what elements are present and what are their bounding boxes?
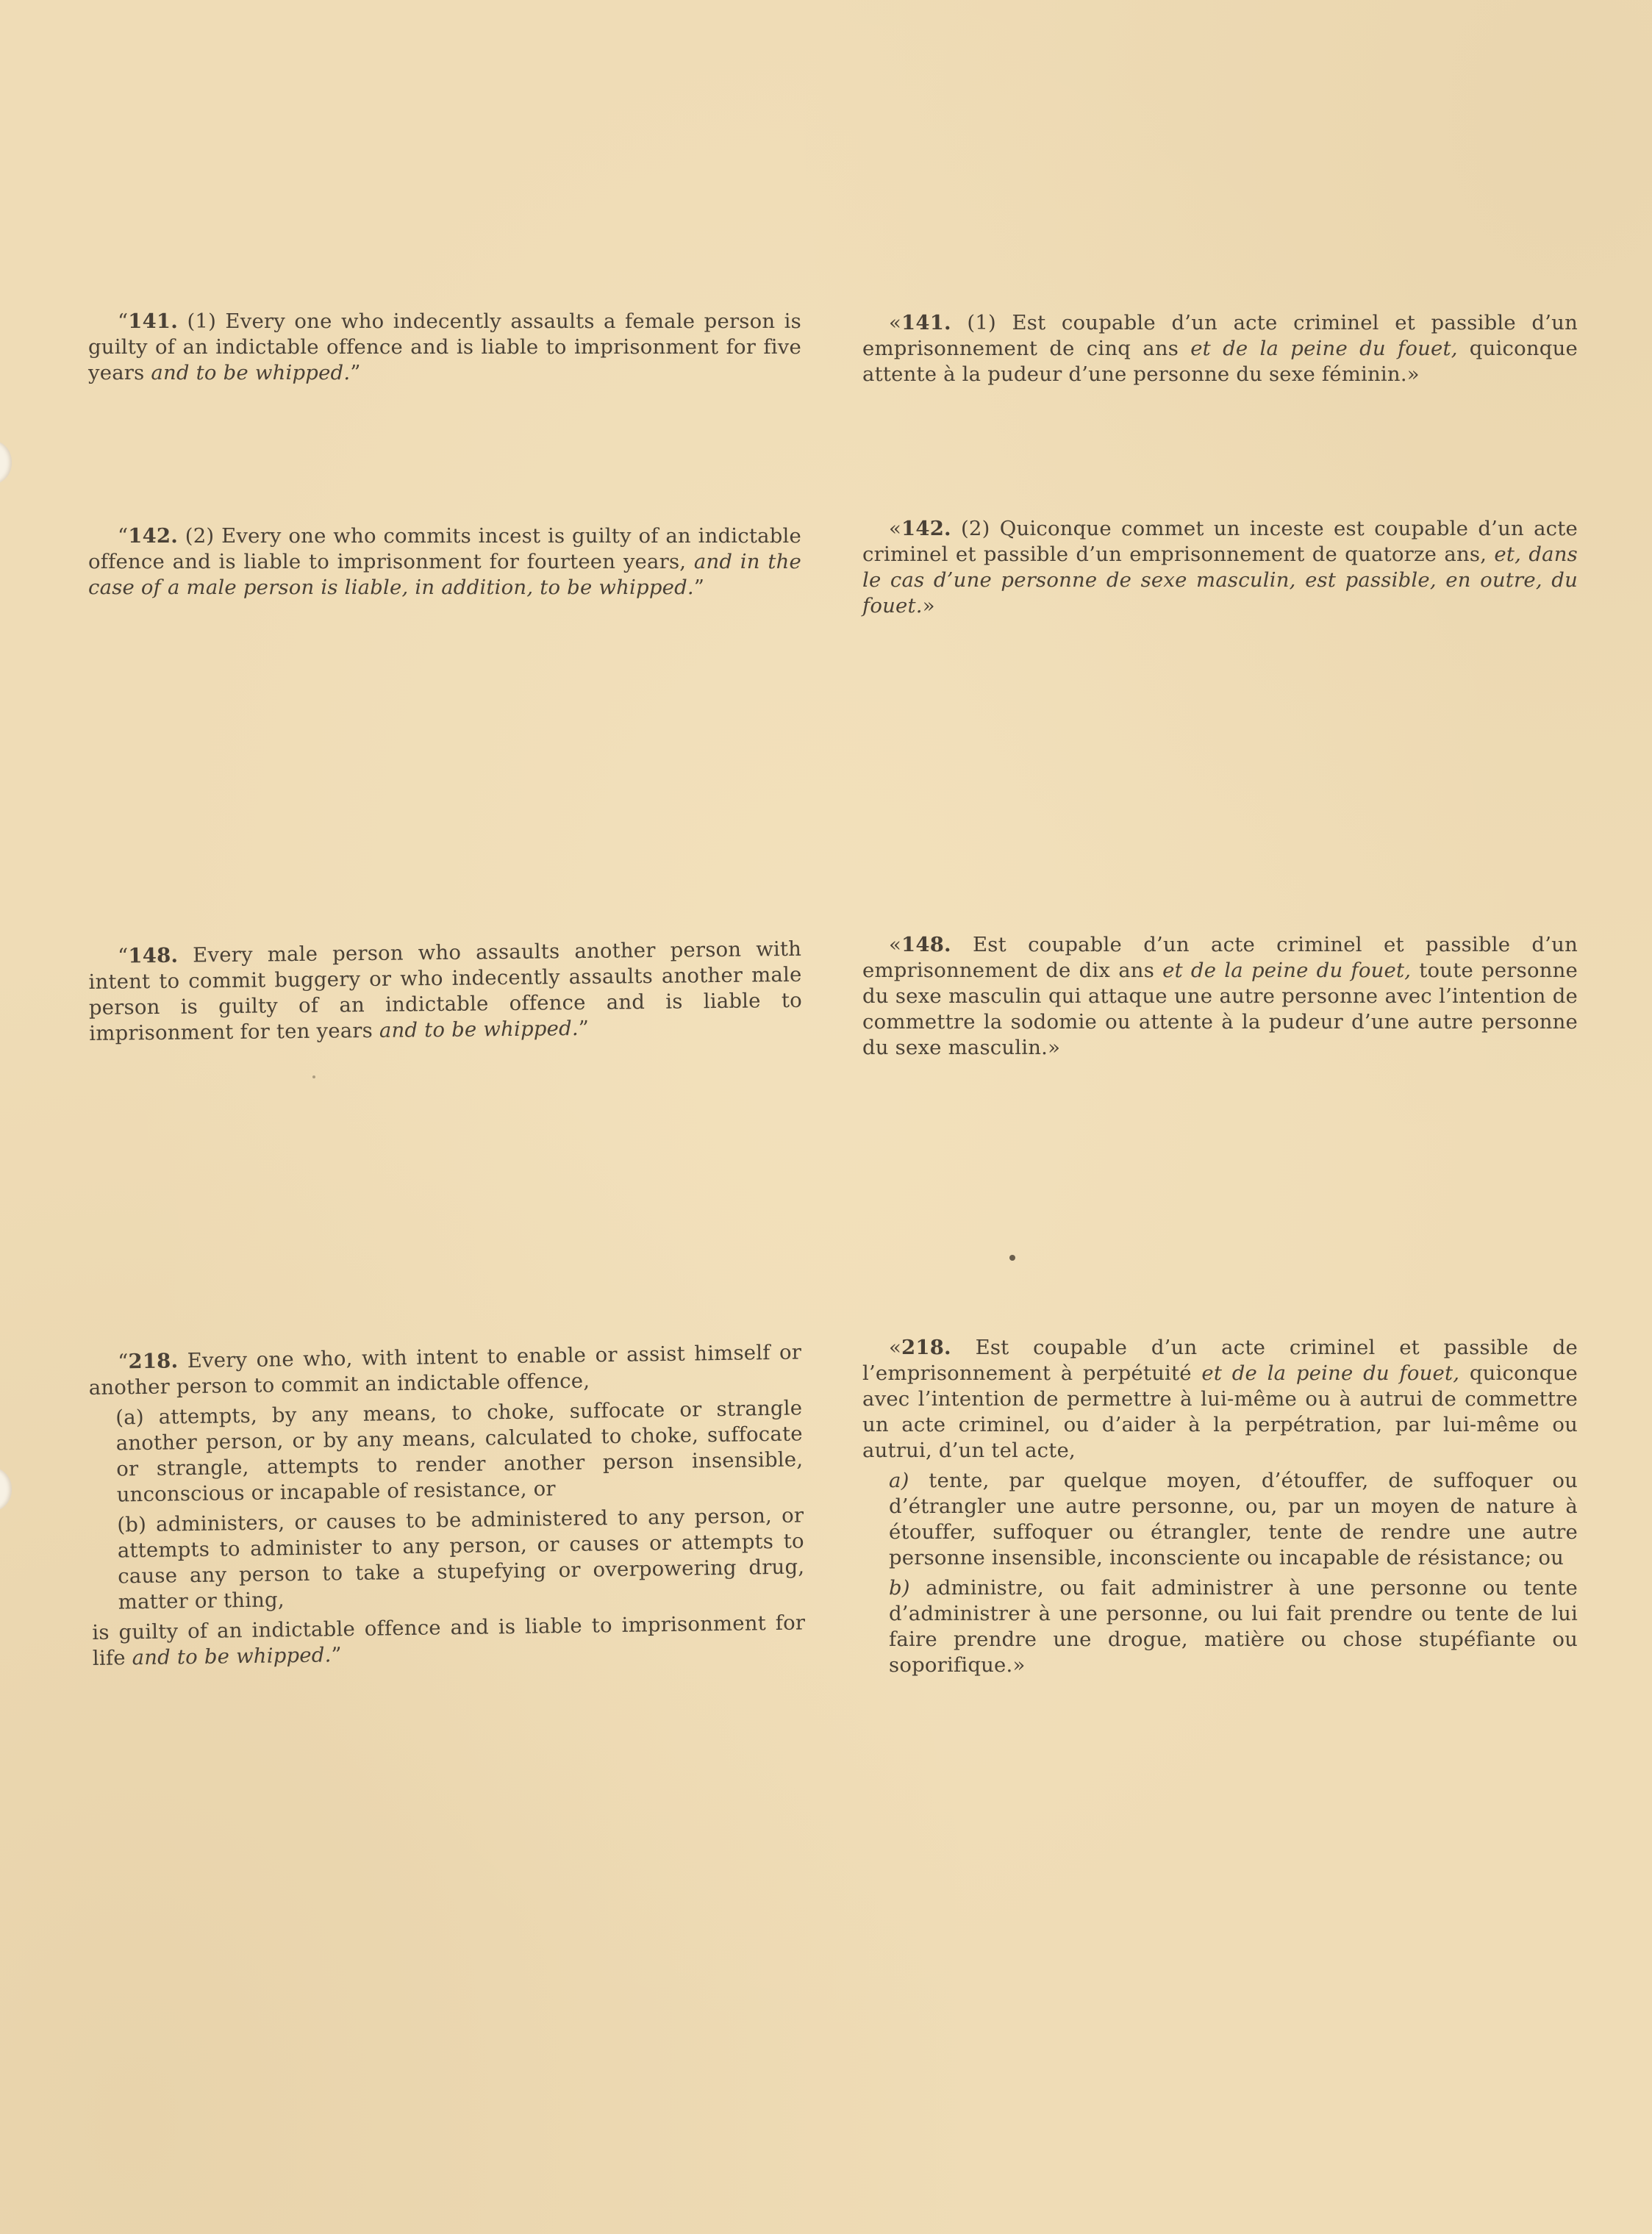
section-text: quiconque attente à la pudeur d’une personne du sexe féminin.	[862, 337, 1578, 386]
section-paragraph	[88, 937, 802, 1047]
section-number: 141.	[901, 311, 951, 334]
section-text: Every male person who assaults another person with intent to commit buggery or who indecently assaults another male person is guilty of an indictable offence and is liable to imprisonment for ten years	[88, 937, 803, 1045]
clause-a	[862, 1468, 1578, 1571]
french-section-148	[862, 932, 1578, 1061]
section-italic-text: and to be whipped.	[151, 361, 351, 384]
english-section-141	[88, 309, 801, 386]
section-conclusion	[92, 1610, 806, 1672]
section-number: 148.	[901, 933, 951, 956]
section-italic-text: et de la peine du fouet,	[1190, 337, 1458, 360]
section-number: 142.	[901, 517, 951, 540]
section-number: 218.	[901, 1336, 951, 1359]
section-text: (1) Est coupable d’un acte criminel et passible d’un emprisonnement de cinq ans	[862, 311, 1578, 360]
section-number: 142.	[128, 524, 179, 548]
clause-b: (b) administers, or causes to be administered to any person, or attempts to administer to any person, or causes or attempts to cause any person to take a stupefying or overpowering drug, matter or thing,	[117, 1503, 805, 1614]
punch-hole	[0, 440, 12, 485]
open-quote: «	[889, 1336, 902, 1359]
clause-text: tente, par quelque moyen, d’étouffer, de suffoquer ou d’étrangler une autre personne, ou, par un moyen de nature à étouffer, suffoquer ou étrangler, tente de rendre une autre personne insensible, inconsciente ou incapable de résistance; ou	[889, 1469, 1578, 1569]
open-quote: “	[118, 1350, 129, 1374]
section-number: 141.	[128, 309, 179, 333]
section-italic-text: et de la peine du fouet,	[1162, 959, 1412, 982]
section-text: (1) Every one who indecently assaults a female person is guilty of an indictable offence and is liable to imprisonment for five years	[88, 309, 801, 384]
section-text: quiconque avec l’intention de permettre à lui-même ou à autrui de commettre un acte criminel, ou d’aider à la perpétration, par lui-même ou autrui, d’un tel acte,	[862, 1361, 1578, 1462]
section-text: (2) Every one who commits incest is guilty of an indictable offence and is liable to imprisonment for fourteen years,	[88, 524, 801, 573]
close-quote: »	[1048, 1036, 1061, 1059]
section-paragraph	[862, 310, 1578, 387]
section-text: (2) Quiconque commet un inceste est coupable d’un acte criminel et passible d’un emprisonnement de quatorze ans,	[862, 517, 1578, 566]
close-quote: ”	[350, 361, 361, 384]
punch-hole	[0, 1467, 12, 1512]
open-quote: «	[889, 311, 902, 334]
open-quote: “	[118, 309, 129, 333]
clause-a: (a) attempts, by any means, to choke, suffocate or strangle another person, or by any means, calculated to choke, suffocate or strangle, attempts to render another person insensible, unconscious or incapable of resistance, or	[115, 1396, 804, 1507]
english-section-142	[88, 523, 801, 601]
close-quote: ”	[578, 1016, 590, 1041]
close-quote: »	[1012, 1653, 1026, 1677]
section-text: Est coupable d’un acte criminel et passible de l’emprisonnement à perpétuité	[862, 1336, 1578, 1385]
section-italic-text: and to be whipped.	[379, 1017, 579, 1042]
section-text: is guilty of an indictable offence and is liable to imprisonment for life	[92, 1611, 806, 1670]
french-section-141	[862, 310, 1578, 387]
section-paragraph	[88, 1339, 802, 1401]
section-paragraph	[862, 1335, 1578, 1464]
section-paragraph	[88, 309, 801, 386]
section-paragraph	[88, 523, 801, 601]
ink-speck	[1009, 1255, 1015, 1261]
close-quote: »	[922, 594, 935, 617]
section-text: Est coupable d’un acte criminel et passible d’un emprisonnement de dix ans	[862, 933, 1578, 982]
clause-b	[862, 1575, 1578, 1678]
open-quote: “	[118, 944, 129, 968]
clause-label: b)	[889, 1576, 910, 1600]
open-quote: «	[889, 933, 902, 956]
section-italic-text: et de la peine du fouet,	[1201, 1361, 1460, 1385]
clause-text: administre, ou fait administrer à une personne ou tente d’administrer à une personne, ou lui fait prendre ou tente de lui faire prendre une drogue, matière ou chose stupéfiante ou soporifique.	[889, 1576, 1578, 1677]
clause-label: a)	[889, 1469, 909, 1492]
section-number: 148.	[128, 943, 179, 968]
close-quote: ”	[693, 576, 705, 599]
section-paragraph	[862, 516, 1578, 619]
close-quote: ”	[331, 1643, 343, 1667]
french-section-218	[862, 1335, 1578, 1678]
section-text: toute personne du sexe masculin qui attaque une autre personne avec l’intention de commettre la sodomie ou attente à la pudeur d’une autre personne du sexe masculin.	[862, 959, 1578, 1059]
english-section-148	[88, 937, 802, 1047]
open-quote: “	[118, 524, 129, 548]
open-quote: «	[889, 517, 902, 540]
section-italic-text: et, dans le cas d’une personne de sexe masculin, est passible, en outre, du fouet.	[862, 543, 1578, 617]
section-italic-text: and in the case of a male person is liable, in addition, to be whipped.	[88, 550, 801, 599]
section-number: 218.	[128, 1349, 179, 1374]
ink-speck	[312, 1075, 315, 1078]
close-quote: »	[1406, 362, 1420, 386]
section-text: Every one who, with intent to enable or assist himself or another person to commit an indictable offence,	[88, 1340, 802, 1400]
french-section-142	[862, 516, 1578, 619]
section-paragraph	[862, 932, 1578, 1061]
section-italic-text: and to be whipped.	[132, 1643, 332, 1670]
english-section-218	[88, 1339, 806, 1672]
